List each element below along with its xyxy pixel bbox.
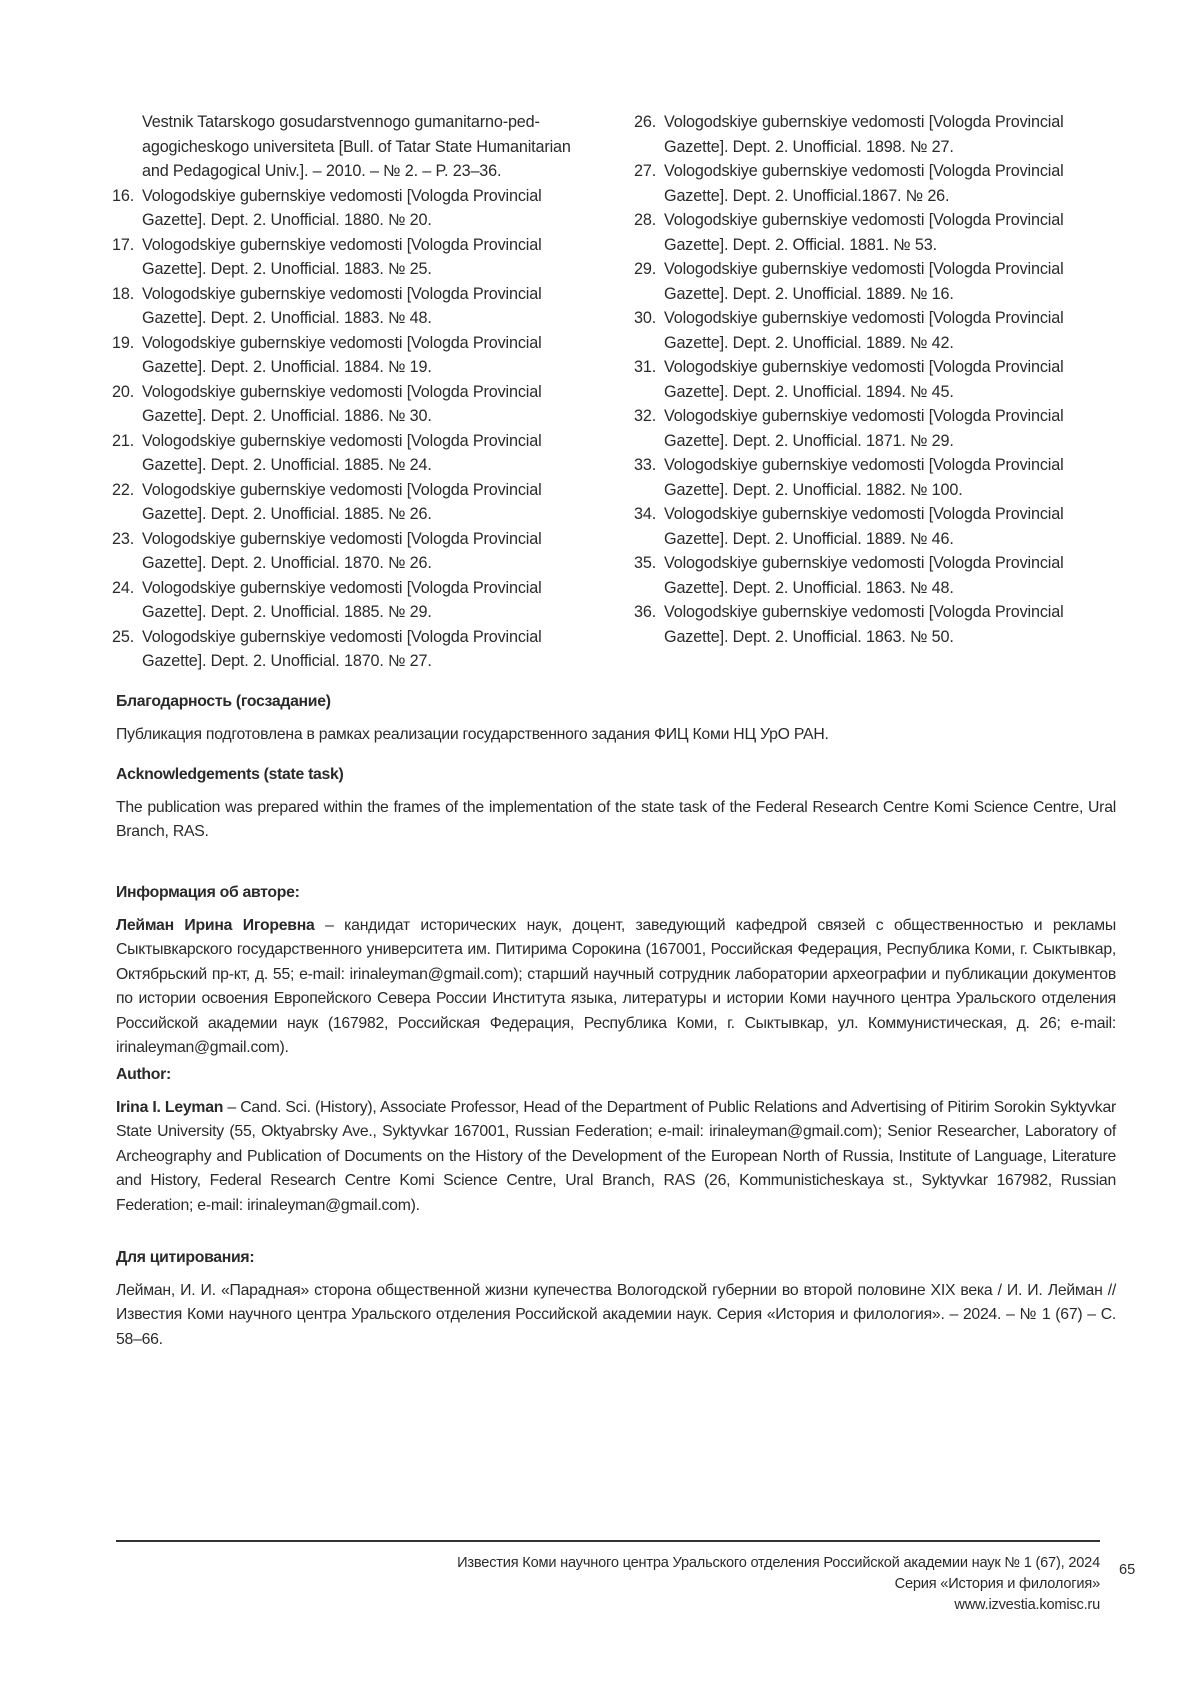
reference-text: Vologodskiye gubernskiye vedomosti [Vologda Provincial Gazette]. Dept. 2. Unofficial. 1898. № 27. [664,113,1064,156]
section-heading: Для цитирования: [116,1249,255,1266]
reference-number: 20. [112,382,135,401]
reference-text: Vologodskiye gubernskiye vedomosti [Vologda Provincial Gazette]. Dept. 2. Unofficial. 1880. № 20. [142,186,542,229]
reference-number: 36. [634,603,657,621]
reference-item [112,429,595,478]
reference-item [112,331,595,380]
reference-text: Vologodskiye gubernskiye vedomosti [Vologda Provincial Gazette]. Dept. 2. Unofficial. 1885. № 29. [142,578,542,621]
reference-item [634,600,1117,649]
section-text: Публикация подготовлена в рамках реализации государственного задания ФИЦ Коми НЦ УрО РАН. [116,725,829,743]
section-heading: Благодарность (госзадание) [116,693,331,710]
reference-number: 18. [112,284,135,303]
references-column-right [634,110,1117,674]
reference-number: 17. [112,235,135,254]
author-description: – кандидат исторических наук, доцент, заведующий кафедрой связей с общественностью и рекламы Сыктывкарского государственного университета им. Питирима Сорокина (167001, Российская Федерация, Республика Коми, г. Сыктывкар, Октябрьский пр-кт, д. 55; e-mail: irinaleyman@gmail.com); старший научный сотрудник лаборатории археографии и публикации документов по истории освоения Европейского Севера России Института языка, литературы и истории Коми научного центра Уральского отделения Российской академии наук (167982, Российская Федерация, Республика Коми, г. Сыктывкар, ул. Коммунистическая, д. 26; e-mail: irinaleyman@gmail.com). [116,916,1116,1056]
reference-text: Vologodskiye gubernskiye vedomosti [Vologda Provincial Gazette]. Dept. 2. Unofficial. 1884. № 19. [142,333,542,376]
reference-text: Vologodskiye gubernskiye vedomosti [Vologda Provincial Gazette]. Dept. 2. Unofficial. 1863. № 50. [664,603,1064,646]
reference-number: 34. [634,505,657,523]
reference-number: 32. [634,407,657,425]
reference-text: Vologodskiye gubernskiye vedomosti [Vologda Provincial Gazette]. Dept. 2. Unofficial. 1885. № 24. [142,431,542,474]
reference-number: 31. [634,358,657,376]
series-title: Серия «История и филология» [894,1576,1100,1592]
section-heading: Информация об авторе: [116,884,300,901]
reference-item [112,625,595,674]
reference-number: 28. [634,211,657,229]
author-description: – Cand. Sci. (History), Associate Professor, Head of the Department of Public Relations and Advertising of Pitirim Sorokin Syktyvkar State University (55, Oktyabrsky Ave., Syktyvkar 167001, Russian Federation; e-mail: irinaleyman@gmail.com); Senior Researcher, Laboratory of Archeography and Publication of Documents on the History of the Development of the European North of Russia, Institute of Language, Literature and History, Federal Research Centre Komi Science Centre, Ural Branch, RAS (26, Kommunisticheskaya st., Syktyvkar 167982, Russian Federation; e-mail: irinaleyman@gmail.com). [116,1098,1117,1214]
section-text: The publication was prepared within the frames of the implementation of the state task of the Federal Research Centre Komi Science Centre, Ural Branch, RAS. [116,798,1116,840]
reference-number: 35. [634,554,657,572]
reference-item [112,380,595,429]
reference-number: 33. [634,456,657,474]
acknowledgements-en [116,763,1116,845]
reference-number: 22. [112,480,135,499]
reference-number: 26. [634,113,657,131]
reference-text: Vestnik Tatarskogo gosudarstvennogo gumanitarno-pedagogicheskogo universiteta [Bull. of Tatar State Humanitarian and Pedagogical Univ.]. – 2010. – № 2. – P. 23–36. [142,113,571,180]
reference-number: 27. [634,162,657,180]
page-number: 65 [1119,1562,1136,1578]
reference-text: Vologodskiye gubernskiye vedomosti [Vologda Provincial Gazette]. Dept. 2. Official. 1881. № 53. [664,211,1064,254]
reference-text: Vologodskiye gubernskiye vedomosti [Vologda Provincial Gazette]. Dept. 2. Unofficial. 1883. № 48. [142,284,542,327]
reference-number: 25. [112,627,135,646]
references-column-left [112,110,595,674]
reference-number: 19. [112,333,135,352]
reference-number: 24. [112,578,135,597]
reference-item [634,306,1117,355]
section-heading: Acknowledgements (state task) [116,766,344,783]
reference-number: 21. [112,431,135,450]
reference-number: 16. [112,186,135,205]
reference-continuation [112,110,595,184]
reference-text: Vologodskiye gubernskiye vedomosti [Vologda Provincial Gazette]. Dept. 2. Unofficial. 1883. № 25. [142,235,542,278]
reference-number: 23. [112,529,135,548]
reference-item [112,282,595,331]
reference-text: Vologodskiye gubernskiye vedomosti [Vologda Provincial Gazette]. Dept. 2. Unofficial. 1871. № 29. [664,407,1064,450]
reference-item [634,502,1117,551]
section-heading: Author: [116,1066,171,1083]
reference-item [634,551,1117,600]
reference-item [634,159,1117,208]
author-name: Лейман Ирина Игоревна [116,916,315,934]
author-name: Irina I. Leyman [116,1098,224,1116]
reference-item [634,110,1117,159]
author-info-en [116,1063,1116,1218]
footer-divider [116,1540,1100,1542]
website-link[interactable]: www.izvestia.komisc.ru [954,1597,1100,1613]
section-text [116,1096,1116,1219]
reference-item [634,355,1117,404]
reference-item [112,184,595,233]
reference-text: Vologodskiye gubernskiye vedomosti [Vologda Provincial Gazette]. Dept. 2. Unofficial. 1889. № 42. [664,309,1064,352]
footer [457,1553,1100,1616]
section-text [116,914,1116,1061]
reference-text: Vologodskiye gubernskiye vedomosti [Vologda Provincial Gazette]. Dept. 2. Unofficial. 1870. № 26. [142,529,542,572]
reference-item [112,233,595,282]
reference-item [112,527,595,576]
journal-title: Известия Коми научного центра Уральского отделения Российской академии наук № 1 (67), 2024 [457,1555,1100,1571]
reference-item [634,453,1117,502]
reference-item [634,404,1117,453]
acknowledgements-ru [116,690,1116,747]
citation [116,1246,1116,1352]
reference-text: Vologodskiye gubernskiye vedomosti [Vologda Provincial Gazette]. Dept. 2. Unofficial. 1882. № 100. [664,456,1064,499]
reference-item [112,478,595,527]
reference-number: 30. [634,309,657,327]
reference-text: Vologodskiye gubernskiye vedomosti [Vologda Provincial Gazette]. Dept. 2. Unofficial. 1886. № 30. [142,382,542,425]
reference-item [112,576,595,625]
reference-text: Vologodskiye gubernskiye vedomosti [Vologda Provincial Gazette]. Dept. 2. Unofficial. 1889. № 46. [664,505,1064,548]
reference-item [634,208,1117,257]
reference-number: 29. [634,260,657,278]
reference-text: Vologodskiye gubernskiye vedomosti [Vologda Provincial Gazette]. Dept. 2. Unofficial.1867. № 26. [664,162,1064,205]
reference-text: Vologodskiye gubernskiye vedomosti [Vologda Provincial Gazette]. Dept. 2. Unofficial. 1894. № 45. [664,358,1064,401]
reference-text: Vologodskiye gubernskiye vedomosti [Vologda Provincial Gazette]. Dept. 2. Unofficial. 1870. № 27. [142,627,542,670]
citation-text: Лейман, И. И. «Парадная» сторона общественной жизни купечества Вологодской губернии во второй половине XIX века / И. И. Лейман // Известия Коми научного центра Уральского отделения Российской академии наук. Серия «История и филология». – 2024. – № 1 (67) – С. 58–66. [116,1281,1116,1348]
reference-text: Vologodskiye gubernskiye vedomosti [Vologda Provincial Gazette]. Dept. 2. Unofficial. 1889. № 16. [664,260,1064,303]
reference-item [634,257,1117,306]
reference-text: Vologodskiye gubernskiye vedomosti [Vologda Provincial Gazette]. Dept. 2. Unofficial. 1885. № 26. [142,480,542,523]
author-info-ru [116,881,1116,1061]
reference-text: Vologodskiye gubernskiye vedomosti [Vologda Provincial Gazette]. Dept. 2. Unofficial. 1863. № 48. [664,554,1064,597]
references-list [112,110,1117,674]
